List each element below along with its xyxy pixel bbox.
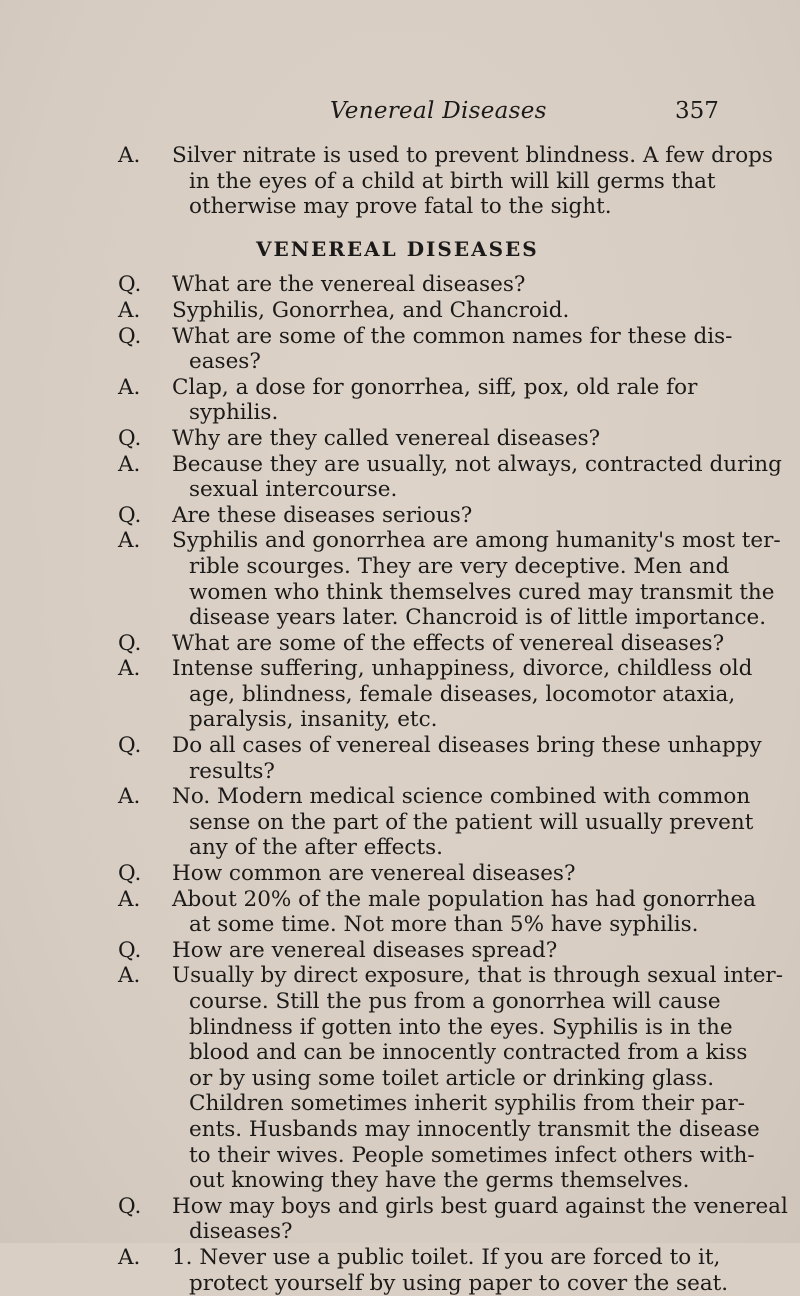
text-line: sense on the part of the patient will usually prevent <box>189 809 754 835</box>
answer-entry <box>0 656 800 733</box>
answer-marker: A. <box>118 374 141 400</box>
text-line: syphilis. <box>189 400 279 426</box>
answer-text <box>172 375 712 426</box>
qa-list <box>0 272 800 1296</box>
text-line: at some time. Not more than 5% have syphilis. <box>189 912 699 938</box>
answer-entry <box>0 784 800 861</box>
text-line: How common are venereal diseases? <box>172 861 576 887</box>
text-line: or by using some toilet article or drinking glass. <box>189 1065 715 1091</box>
question-entry <box>0 938 800 964</box>
text-line: Are these diseases serious? <box>172 502 473 528</box>
text-line: About 20% of the male population has had gonorrhea <box>172 886 756 912</box>
answer-text <box>172 784 754 861</box>
text-line: disease years later. Chancroid is of little importance. <box>189 605 767 631</box>
question-text <box>172 426 712 452</box>
text-line: to their wives. People sometimes infect others with- <box>189 1142 755 1168</box>
answer-marker: A. <box>118 451 141 477</box>
text-line: rible scourges. They are very deceptive. Men and <box>189 553 730 579</box>
text-line: women who think themselves cured may transmit the <box>189 579 775 605</box>
answer-marker: A. <box>118 1244 141 1270</box>
text-line: Silver nitrate is used to prevent blindness. A few drops <box>172 143 773 168</box>
section-heading: VENEREAL DISEASES <box>256 236 539 261</box>
question-marker: Q. <box>118 425 142 451</box>
question-entry <box>0 861 800 887</box>
answer-text <box>172 963 783 1194</box>
text-line: course. Still the pus from a gonorrhea will cause <box>189 989 721 1014</box>
answer-marker: A. <box>118 528 141 554</box>
text-line: Children sometimes inherit syphilis from their par- <box>189 1091 746 1117</box>
answer-text <box>172 656 753 733</box>
text-line: No. Modern medical science combined with common <box>172 784 751 810</box>
text-line: results? <box>189 758 275 784</box>
question-text <box>172 630 725 657</box>
text-line: Syphilis, Gonorrhea, and Chancroid. <box>172 297 570 323</box>
text-line: otherwise may prove fatal to the sight. <box>189 194 612 220</box>
page-header <box>0 98 800 138</box>
text-line: What are the venereal diseases? <box>172 272 526 298</box>
intro-text <box>172 143 773 220</box>
answer-entry <box>0 1245 800 1296</box>
text-line: ents. Husbands may innocently transmit the disease <box>189 1116 760 1142</box>
running-title: Venereal Diseases <box>330 98 547 124</box>
answer-entry <box>0 963 800 1193</box>
page-body <box>0 143 800 1296</box>
question-marker: Q. <box>118 272 142 298</box>
answer-entry <box>0 528 800 630</box>
question-marker: Q. <box>118 733 142 759</box>
question-text <box>172 861 712 887</box>
text-line: protect yourself by using paper to cover the seat. <box>189 1270 729 1296</box>
text-line: How may boys and girls best guard against the venereal <box>172 1193 788 1219</box>
question-entry <box>0 733 800 784</box>
text-line: Clap, a dose for gonorrhea, siff, pox, old rale for <box>172 374 698 400</box>
question-marker: Q. <box>118 1193 142 1219</box>
question-marker: Q. <box>118 630 142 656</box>
question-entry <box>0 426 800 452</box>
answer-entry <box>0 887 800 938</box>
text-line: any of the after effects. <box>189 835 443 861</box>
question-text <box>172 1193 788 1245</box>
text-line: eases? <box>189 349 261 375</box>
answer-text <box>172 1244 729 1296</box>
text-line: blindness if gotten into the eyes. Syphilis is in the <box>189 1014 733 1040</box>
answer-marker: A. <box>118 297 141 323</box>
answer-text <box>172 886 756 938</box>
answer-marker: A. <box>118 886 141 912</box>
text-line: Intense suffering, unhappiness, divorce, childless old <box>172 656 753 682</box>
answer-text <box>172 298 712 324</box>
page-number: 357 <box>675 98 719 124</box>
question-marker: Q. <box>118 937 142 963</box>
text-line: What are some of the common names for these dis- <box>172 323 733 349</box>
text-line: 1. Never use a public toilet. If you are forced to it, <box>172 1244 721 1270</box>
text-line: in the eyes of a child at birth will kill germs that <box>189 168 716 194</box>
question-marker: Q. <box>118 323 142 349</box>
question-text <box>172 272 712 298</box>
question-text <box>172 938 712 964</box>
text-line: What are some of the effects of venereal diseases? <box>172 630 725 656</box>
question-entry <box>0 272 800 298</box>
text-line: Do all cases of venereal diseases bring these unhappy <box>172 733 762 759</box>
text-line: sexual intercourse. <box>189 477 398 503</box>
question-entry <box>0 631 800 657</box>
answer-entry <box>0 375 800 426</box>
answer-text <box>172 528 781 631</box>
text-line: Because they are usually, not always, contracted during <box>172 451 782 477</box>
question-marker: Q. <box>118 502 142 528</box>
answer-entry <box>0 298 800 324</box>
question-text <box>172 503 712 529</box>
question-marker: Q. <box>118 861 142 887</box>
text-line: Why are they called venereal diseases? <box>172 425 601 451</box>
answer-marker: A. <box>118 963 141 989</box>
text-line: How are venereal diseases spread? <box>172 937 558 963</box>
text-line: paralysis, insanity, etc. <box>189 707 438 733</box>
answer-marker: A. <box>118 656 141 682</box>
answer-marker: A. <box>118 784 141 810</box>
answer-text <box>172 451 782 503</box>
question-entry <box>0 1194 800 1245</box>
question-entry <box>0 324 800 375</box>
question-text <box>172 323 733 375</box>
question-entry <box>0 503 800 529</box>
text-line: diseases? <box>189 1219 293 1245</box>
text-line: blood and can be innocently contracted from a kiss <box>189 1040 748 1066</box>
text-line: out knowing they have the germs themselves. <box>189 1168 690 1194</box>
text-line: age, blindness, female diseases, locomotor ataxia, <box>189 681 736 707</box>
intro-answer <box>0 143 800 220</box>
text-line: Syphilis and gonorrhea are among humanity's most ter- <box>172 528 781 554</box>
text-line: Usually by direct exposure, that is through sexual inter- <box>172 963 783 989</box>
answer-entry <box>0 452 800 503</box>
question-text <box>172 733 762 784</box>
answer-marker: A. <box>118 143 141 168</box>
